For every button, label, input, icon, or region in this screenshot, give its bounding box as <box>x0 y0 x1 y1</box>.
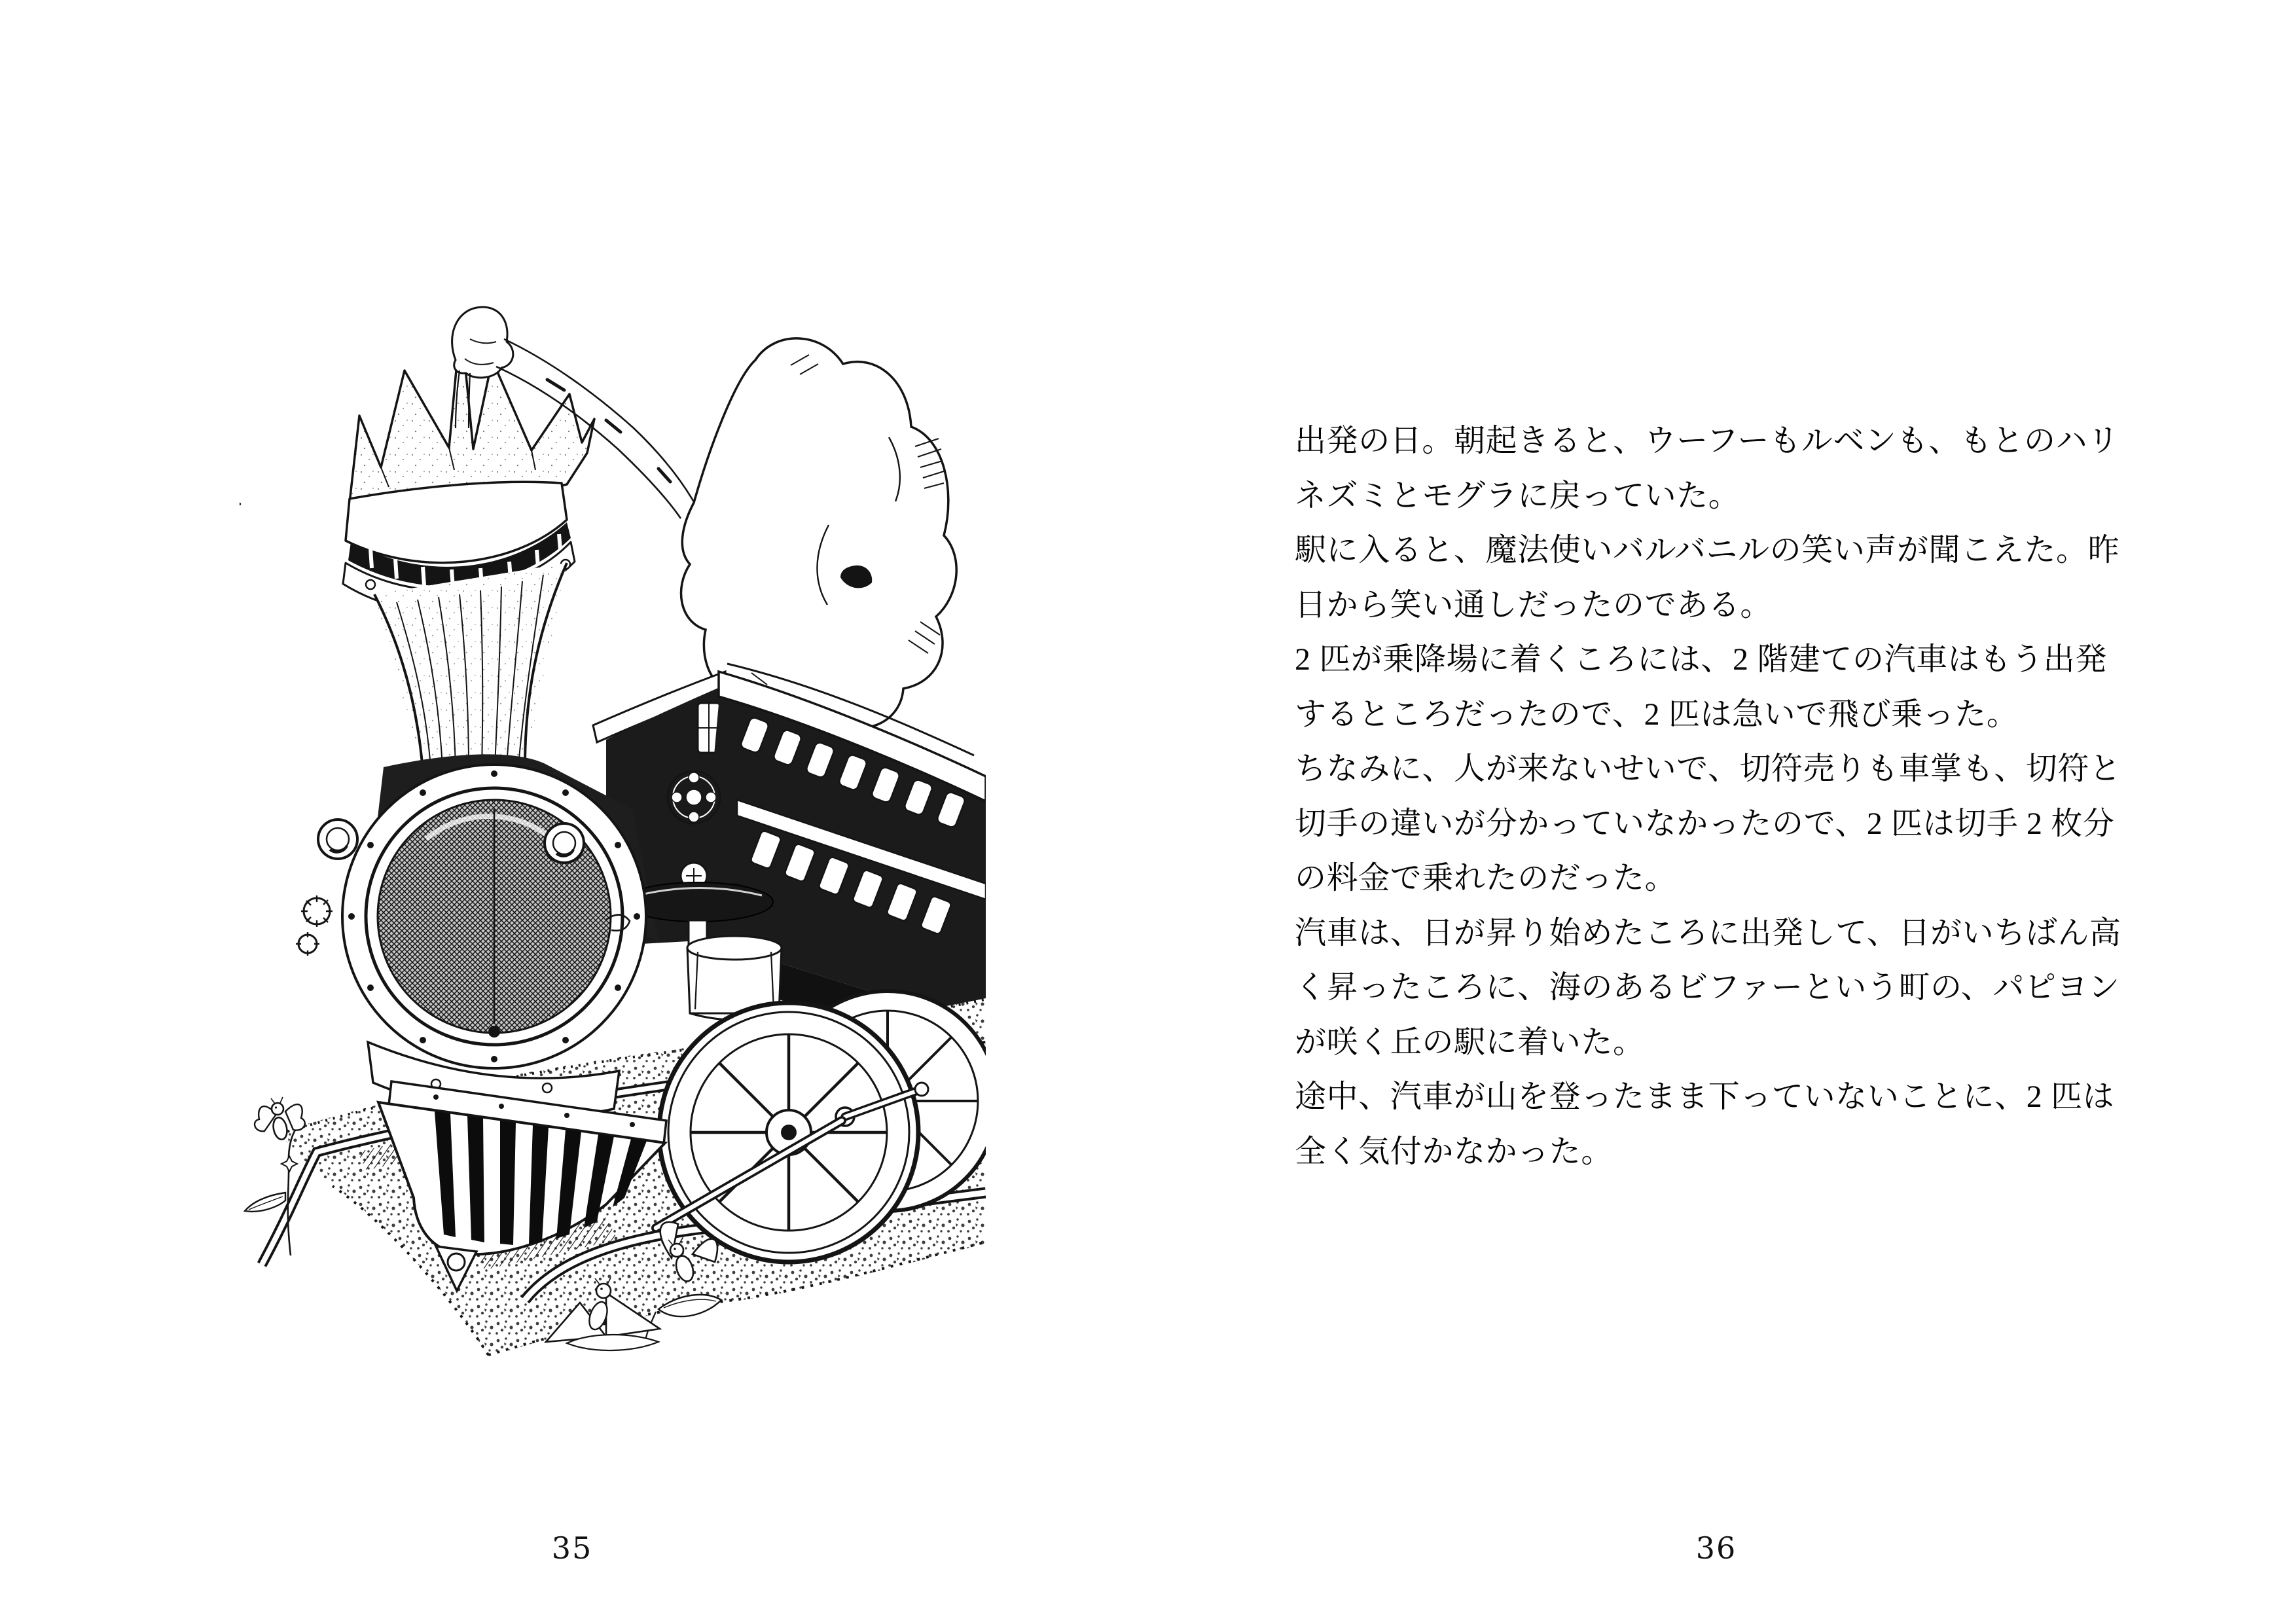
paragraph-line: 日から笑い通しだったのである。 <box>1295 587 1773 623</box>
paragraph-line: の料金で乗れたのだった。 <box>1295 861 1677 895</box>
page-number-right: 36 <box>1695 1530 1737 1566</box>
crown-smokestack-icon <box>240 321 594 771</box>
gear-icon <box>298 898 330 953</box>
paragraph-line: 2 匹が乗降場に着くころには、2 階建ての汽車はもう出発 <box>1295 642 2107 677</box>
paragraph-line: ちなみに、人が来ないせいで、切符売りも車掌も、切符と <box>1295 751 2121 786</box>
paragraph-line: 全く気付かなかった。 <box>1295 1134 1613 1169</box>
lamp-icon <box>318 820 357 859</box>
paragraph-line: 出発の日。朝起きると、ウーフーもルベンも、もとのハリ <box>1295 424 2119 458</box>
paragraph-line: 汽車は、日が昇り始めたころに出発して、日がいちばん高 <box>1295 915 2121 950</box>
paragraph-line: く昇ったころに、海のあるビファーという町の、パピヨン <box>1295 970 2120 1005</box>
paragraph-line: 途中、汽車が山を登ったまま下っていないことに、2 匹は <box>1295 1079 2115 1114</box>
paragraph-line: が咲く丘の駅に着いた。 <box>1295 1024 1645 1060</box>
paragraph-line: 駅に入ると、魔法使いバルバニルの笑い声が聞こえた。昨 <box>1295 533 2120 568</box>
page-number-left: 35 <box>551 1530 593 1566</box>
locomotive-illustration <box>240 281 986 1368</box>
story-text <box>1295 414 2146 1179</box>
lamp-icon <box>545 823 584 863</box>
paragraph-line: するところだったので、2 匹は急いで飛び乗った。 <box>1295 696 2019 732</box>
paragraph-line: 切手の違いが分かっていなかったので、2 匹は切手 2 枚分 <box>1295 806 2115 841</box>
paragraph-line: ネズミとモグラに戻っていた。 <box>1295 478 1740 513</box>
